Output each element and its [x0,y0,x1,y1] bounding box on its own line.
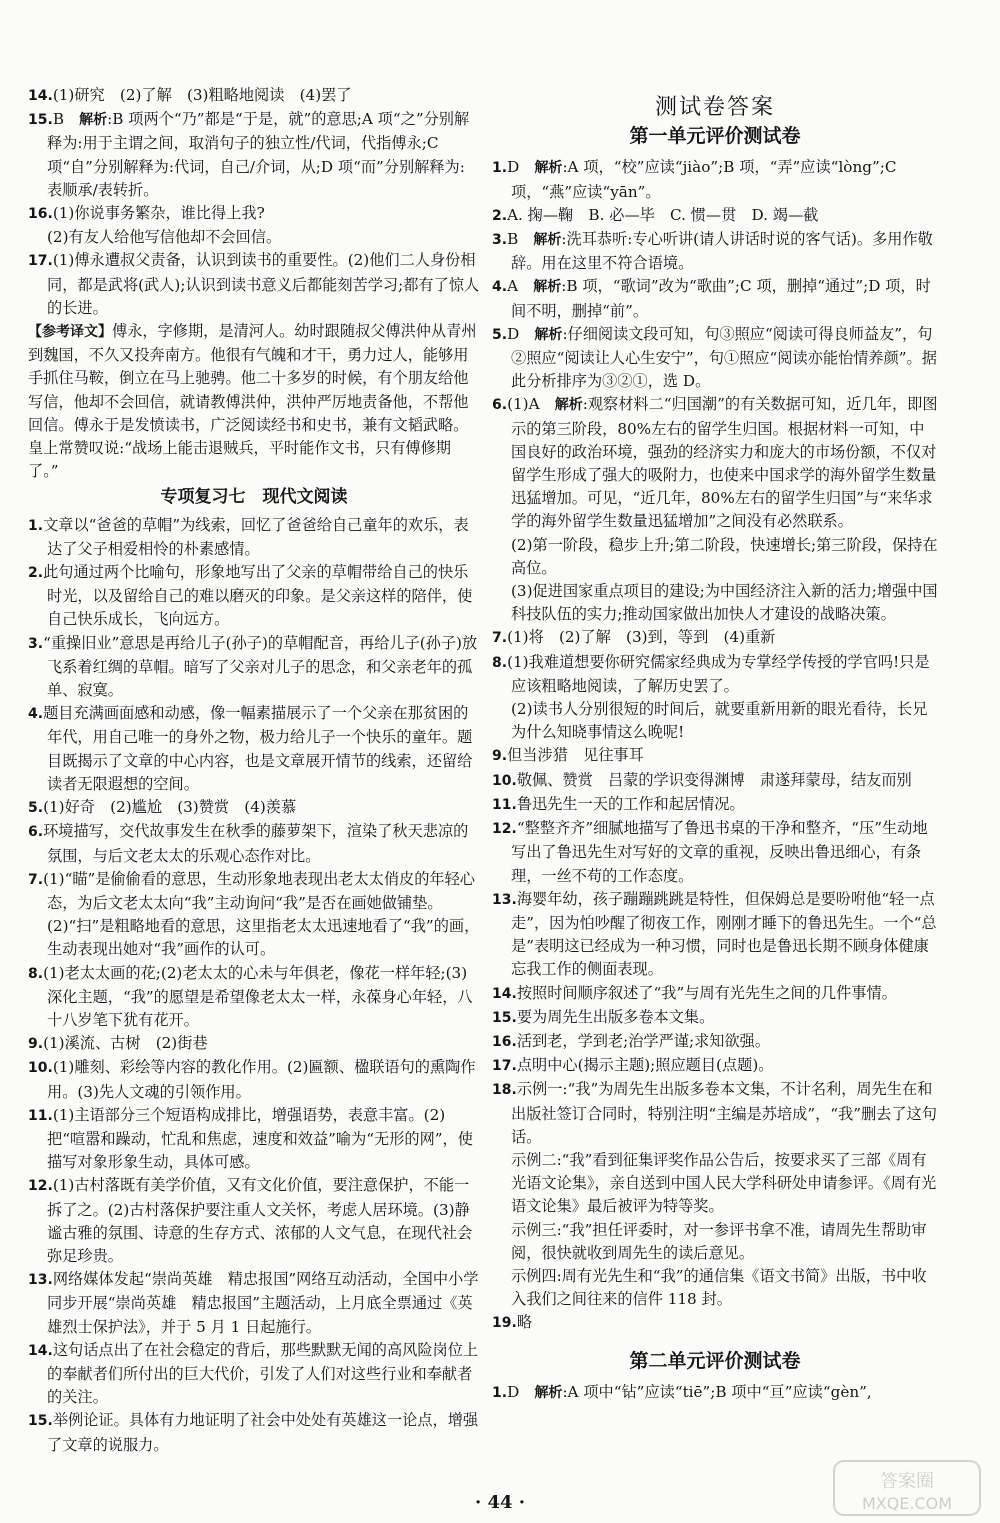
question-number: 6. [28,824,44,841]
answer-text: 点明中心(揭示主题);照应题目(点题)。 [516,1056,774,1075]
unit2-title: 第二单元评价测试卷 [629,1349,801,1372]
reference-label: 【参考译文】 [28,324,112,341]
answer-continuation: 示例三:“我”担任评委时，对一参评书拿不准，请周先生帮助审阅，很快就收到周先生的读后意见。 [511,1220,927,1262]
answer-item [492,204,938,228]
answer-text: 海婴年幼，孩子蹦蹦跳跳是特性，但保姆总是要吩咐他“轻一点走”，因为怕吵醒了彻夜工作，刚刚才睡下的鲁迅先生。一个“总是”表明这已经成为一种习惯，同时也是鲁迅长期不顾身体健康忘我工作的侧面表现。 [511,889,937,979]
answer-item [28,108,480,202]
unit2-answers [492,1381,938,1405]
analysis-text: :A 项，“校”应读“jiào”;B 项，“弄”应读“lòng”;C 项，“燕”应读“yān”。 [511,158,897,201]
answer-text: (1)溪流、古树 (2)街巷 [43,1034,208,1053]
answer-text: 网络媒体发起“崇尚英雄 精忠报国”网络互动活动，全国中小学同步开展“崇尚英雄 精忠报国”主题活动，上月底全票通过《英雄烈士保护法》，并于 5 月 1 日起施行。 [47,1270,479,1336]
watermark-logo [832,1459,982,1517]
answer-text: A. 掬—鞠 B. 必—毕 C. 惯—贯 D. 竭—截 [507,205,819,224]
analysis-label: 解析 [534,326,563,343]
answer-text: (1)古村落既有美学价值，又有文化价值，要注意保护，不能一拆了之。(2)古村落保护要注重人文关怀，考虑人居环境。(3)静谧古雅的氛围、诗意的生存方式、浓郁的人文气息，在现代社会弥足珍贵。 [47,1176,473,1265]
answer-item [492,275,938,322]
section-heading: 专项复习七 现代文阅读 [160,487,348,508]
answer-item [28,1032,480,1056]
question-number: 2. [28,565,44,582]
answer-text: B [507,230,534,249]
answer-text: 环境描写，交代故事发生在秋季的藤萝架下，渲染了秋天悲凉的氛围，与后文老太太的乐观心态作对比。 [43,822,469,865]
answer-item [492,156,938,203]
answer-item [28,632,480,703]
answer-text: “整整齐齐”细腻地描写了鲁迅书桌的干净和整齐，“压”生动地写出了鲁迅先生对写好的文章的重视，反映出鲁迅细心，有条理，一丝不苟的工作态度。 [511,819,928,885]
analysis-text: :仔细阅读文段可知，句③照应“阅读可得良师益友”，句②照应“阅读让人心生安宁”，句①照应“阅读亦能怡情养颜”。据此分析排序为③②①，选 D。 [511,324,937,391]
answer-item [492,1030,938,1054]
answer-text: (1)主语部分三个短语构成排比，增强语势，表意丰富。(2)把“喧嚣和躁动，忙乱和焦虑，速度和效益”喻为“无形的网”，使描写对象形象生动，具体可感。 [47,1105,473,1172]
analysis-label: 解析 [554,397,583,414]
answer-item [492,1078,938,1149]
answer-item [492,793,938,817]
answer-item [492,1006,938,1030]
question-number: 1. [492,160,508,177]
answer-item [492,1054,938,1078]
answer-item [492,1381,938,1405]
reference-translation [28,320,480,483]
question-number: 17. [28,253,53,270]
answer-text: (1)你说事务繁杂，谁比得上我? [52,204,265,223]
answer-item [28,702,480,796]
answer-item [28,1056,480,1103]
analysis-text: :洗耳恭听:专心听讲(请人讲话时说的客气话)。多用作敬辞。用在这里不符合语境。 [511,230,933,273]
question-number: 15. [492,1009,517,1026]
answer-item [492,982,938,1006]
question-number: 9. [492,748,508,765]
question-number: 12. [28,1178,53,1195]
page-number: · 44 · [474,1492,526,1513]
question-number: 10. [492,772,517,789]
svg-text:答案圈: 答案圈 [880,1471,934,1492]
answer-text: 敬佩、赞赏 吕蒙的学识变得渊博 肃遂拜蒙母，结友而别 [516,770,912,789]
analysis-label: 解析 [534,160,563,177]
answer-text: (1)研究 (2)了解 (3)粗略地阅读 (4)罢了 [52,86,352,104]
answer-item [492,888,938,982]
analysis-text: :B 项两个“乃”都是“于是，就”的意思;A 项“之”分别解释为:用于主谓之间，取消句子的独立性/代词，代指傅永;C 项“自”分别解释为:代词，自己/介词，从;D 项“而”分别解释为:表顺承/表转折。 [47,110,470,199]
right-column [492,84,938,1405]
answer-text: 此句通过两个比喻句，形象地写出了父亲的草帽带给自己的快乐时光，以及留给自己的难以磨灭的印象。是父亲这样的陪伴，使自己快乐成长，飞向远方。 [43,563,473,629]
answer-text: (1)A [507,395,555,414]
question-number: 19. [492,1315,517,1332]
question-number: 3. [492,232,508,249]
answer-item [28,1409,480,1456]
question-number: 12. [492,821,517,838]
question-number: 14. [28,88,53,104]
answer-item [28,249,480,320]
question-number: 13. [492,891,517,908]
answer-text: A [507,277,534,296]
question-number: 11. [492,796,517,813]
answer-continuation: (2)第一阶段，稳步上升;第二阶段，快速增长;第三阶段，保持在高位。 [511,535,938,577]
answer-text: 举例论证。具体有力地证明了社会中处处有英雄这一论点，增强了文章的说服力。 [47,1411,479,1454]
answer-text: 但当涉猎 见往事耳 [507,746,644,765]
question-number: 16. [492,1033,517,1050]
answer-text: 鲁迅先生一天的工作和起居情况。 [516,794,745,813]
question-number: 1. [28,517,44,534]
answer-item [28,962,480,1033]
analysis-text: :观察材料二“归国潮”的有关数据可知，近几年，即图示的第三阶段，80%左右的留学生归国。根据材料一可知，中国良好的政治环境，强劲的经济实力和庞大的市场份额，不仅对留学生形成了强大的吸附力，也使来中国求学的海外留学生数量迅猛增加。可见，“近几年，80%左右的留学生归国”与“来华求学的海外留学生数量迅猛增加”之间没有必然联系。 [511,395,938,531]
question-number: 1. [492,1384,508,1401]
question-number: 6. [492,397,508,414]
answers-title: 测试卷答案 [654,95,775,120]
answer-item [492,651,938,698]
answer-continuation: (2)读书人分别很短的时间后，就要重新用新的眼光看待，长兄为什么知晓事情这么晚呢! [511,700,928,742]
question-number: 9. [28,1036,44,1053]
question-number: 18. [492,1082,517,1099]
answer-item [492,323,938,394]
answer-text: (1)好奇 (2)尴尬 (3)赞赏 (4)羡慕 [43,798,297,817]
question-number: 11. [28,1107,53,1124]
answer-continuation: (2)“扫”是粗略地看的意思，这里指老太太迅速地看了“我”的画，生动表现出她对“我”画作的认可。 [47,917,480,959]
answer-item [28,514,480,561]
answer-text: D [507,324,535,343]
answer-text: 略 [516,1313,532,1332]
analysis-text: :A 项中“钻”应读“tiē”;B 项中“亘”应读“gèn”, [562,1382,872,1401]
analysis-label: 解析 [533,279,562,296]
answer-item [28,1268,480,1339]
answer-item [492,769,938,793]
answer-text: 题目充满画面感和动感，像一幅素描展示了一个父亲在那贫困的年代，用自己唯一的身外之物，极力给儿子一个快乐的童年。题目既揭示了文章的中心内容，也是文章展开情节的线索，还留给读者无限遐想的空间。 [43,704,473,793]
answer-continuation: (3)促进国家重点项目的建设;为中国经济注入新的活力;增强中国科技队伍的实力;推动国家做出加快人才建设的战略决策。 [511,582,938,624]
analysis-label: 解析 [534,1384,563,1401]
answer-text: (1)老太太画的花;(2)老太太的心未与年俱老，像花一样年轻;(3)深化主题，“我”的愿望是希望像老太太一样，永葆身心年轻，八十八岁笔下犹有花开。 [43,963,473,1029]
answer-continuation: 示例二:“我”看到征集评奖作品公告后，按要求买了三部《周有光语文论集》，亲自送到中国人民大学科研处申请参评。《周有光语文论集》最后被评为特等奖。 [511,1150,937,1216]
question-number: 7. [492,630,508,647]
question-number: 4. [492,279,508,296]
answer-item [492,626,938,650]
answer-text: (1)雕刻、彩绘等内容的教化作用。(2)匾额、楹联语句的熏陶作用。(3)先人文魂的引领作用。 [47,1058,476,1101]
answer-item [492,817,938,888]
answer-text: D [507,1382,535,1401]
answer-item [28,1339,480,1410]
question-number: 5. [492,326,508,343]
unit1-answers [492,156,938,1335]
answer-text: D [507,158,535,177]
answer-item [28,868,480,915]
left-column [28,84,480,1457]
answer-text: (1)“瞄”是偷偷看的意思，生动形象地表现出老太太俏皮的年轻心态，为后文老太太向“我”主动询问“我”是否在画她做铺垫。 [43,869,475,912]
analysis-label: 解析 [533,232,562,249]
question-number: 14. [492,985,517,1002]
question-number: 7. [28,871,44,888]
answer-text: (1)我难道想要你研究儒家经典成为专掌经学传授的学官吗!只是应该粗略地阅读，了解历史罢了。 [507,652,930,695]
answer-item [28,84,480,108]
answer-item [492,744,938,768]
answer-text: “重操旧业”意思是再给儿子(孙子)的草帽配音，再给儿子(孙子)放飞系着红绸的草帽。暗写了父亲对儿子的思念，和父亲老年的孤单、寂寞。 [43,633,478,700]
question-number: 14. [28,1342,53,1359]
answer-text: 示例一:“我”为周先生出版多卷本文集，不计名利，周先生在和出版社签订合同时，特别注明“主编是苏培成”，“我”删去了这句话。 [511,1080,937,1146]
answer-item [28,561,480,632]
reference-text: 傅永，字修期，是清河人。幼时跟随叔父傅洪仲从青州到魏国，不久又投奔南方。他很有气魄和才干，勇力过人，能够用手抓住马鞍，倒立在马上驰骋。他二十多岁的时候，有个朋友给他写信，他却不会回信，就请教傅洪仲，洪仲严厉地责备他，不帮他回信。傅永于是发愤读书，广泛阅读经书和史书，兼有文韬武略。皇上常赞叹说:“战场上能击退贼兵，平时能作文书，只有傅修期了。” [28,322,477,481]
question-number: 17. [492,1058,517,1075]
answer-item [492,1311,938,1335]
answer-item [28,796,480,820]
answer-text: 要为周先生出版多卷本文集。 [516,1007,715,1026]
answer-item [28,202,480,226]
answer-text: B [52,110,80,129]
question-number: 4. [28,706,44,723]
answer-text: 这句话点出了在社会稳定的背后，那些默默无闻的高风险岗位上的奉献者们所付出的巨大代价，引发了人们对这些行业和奉献者的关注。 [47,1340,479,1407]
analysis-label: 解析 [79,112,108,129]
question-number: 15. [28,1413,53,1430]
question-number: 13. [28,1272,53,1289]
question-number: 3. [28,635,44,652]
answer-item [28,1104,480,1175]
question-number: 15. [28,112,53,129]
question-number: 8. [492,654,508,671]
answer-item [28,820,480,867]
answer-item [492,228,938,275]
analysis-text: :B 项，“歌词”改为“歌曲”;C 项，删掉“通过”;D 项，时间不明，删掉“前”。 [511,277,931,320]
question-number: 8. [28,965,44,982]
answer-continuation: (2)有友人给他写信他却不会回信。 [47,228,282,247]
unit1-title: 第一单元评价测试卷 [629,125,801,148]
answer-text: 文章以“爸爸的草帽”为线索，回忆了爸爸给自己童年的欢乐，表达了父子相爱相怜的朴素感情。 [43,515,469,558]
answer-text: (1)傅永遭叔父责备，认识到读书的重要性。(2)他们二人身份相同，都是武将(武人);认识到读书意义后都能刻苦学习;都有了惊人的长进。 [47,251,480,317]
answer-item [492,393,938,533]
answer-text: 按照时间顺序叙述了“我”与周有光先生之间的几件事情。 [516,983,897,1002]
question-number: 2. [492,207,508,224]
question-number: 10. [28,1060,53,1077]
answer-text: 活到老，学到老;治学严谨;求知欲强。 [516,1031,771,1050]
question-number: 16. [28,206,53,223]
answer-text: (1)将 (2)了解 (3)到，等到 (4)重新 [507,628,776,647]
answer-item [28,1174,480,1268]
answer-continuation: 示例四:周有光先生和“我”的通信集《语文书简》出版，书中收入我们之间往来的信件 118 封。 [511,1266,927,1309]
question-number: 5. [28,800,44,817]
svg-text:MXQE.COM: MXQE.COM [861,1494,953,1513]
